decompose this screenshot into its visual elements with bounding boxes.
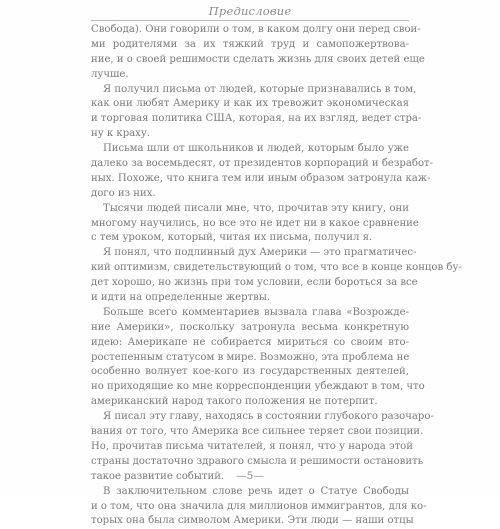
text-line: ние Америки», поскольку затронула весьма конкретную — [91, 321, 409, 333]
text-line: американский народ такого положения не потерпит. — [91, 396, 378, 408]
body-text — [91, 23, 462, 529]
text-line: как они любят Америку и как их тревожит экономическая — [91, 98, 409, 110]
text-line: ну к краху. — [91, 128, 151, 140]
text-line: ми родителями за их тяжкий труд и самопожертвова- — [91, 38, 409, 50]
text-line: дого из них. — [91, 187, 156, 199]
text-line: многому научились, но все это не идет ни в какое сравнение — [91, 217, 419, 229]
text-line: такое развитие событий. — [91, 470, 225, 482]
text-line: лучше. — [91, 68, 129, 80]
header-rule — [91, 20, 409, 21]
text-line: Я понял, что подлинный дух Америки — это прагматичес- — [103, 247, 417, 259]
text-line: далеко за восемьдесят, от президентов корпораций и безработ- — [91, 158, 434, 170]
text-line: особенно волнует кое-кого из государственных деятелей, — [91, 366, 409, 378]
text-line: вания от того, что Америка все сильнее теряет свои позиции. — [91, 426, 424, 438]
text-line: идею: Америкапе не собирается мириться со своим вто- — [91, 336, 409, 348]
text-line: кий оптимизм, свидетельствующий о том, что все в конце концов бу- — [91, 262, 462, 274]
text-line: дет хорошо, но жизнь при том условии, если бороться за все — [91, 277, 418, 289]
text-line: Свобода). Они говорили о том, в каком долгу они перед свои- — [91, 24, 421, 35]
text-line: ние, и о своей решимости сделать жизнь для своих детей еще — [91, 53, 425, 65]
text-line: но приходящие ко мне корреспонденции убеждают в том, что — [91, 381, 425, 393]
text-line: В заключительном слове речь идет о Статуе Свободы — [103, 485, 409, 497]
text-line: Письма шли от школьников и людей, которым было уже — [103, 143, 409, 155]
text-line: торых она была символом Америки. Эти люди — наши отцы — [91, 515, 414, 527]
running-head: Предисловие — [208, 4, 292, 18]
text-line: Больше всего комментариев вызвала глава «Возрожде- — [103, 306, 409, 318]
text-line: Я писал эту главу, находясь в состоянии глубокого разочаро- — [103, 411, 434, 423]
page-number: —5— — [236, 470, 264, 482]
text-line: Тысячи людей писали мне, что, прочитав эту книгу, они — [103, 202, 409, 214]
text-line: Я получил письма от людей, которые признавались в том, — [103, 83, 417, 95]
text-line: и о том, что она значила для миллионов иммигрантов, для ко- — [91, 500, 427, 512]
text-line: ростепенным статусом в мире. Возможно, эта проблема не — [91, 351, 410, 363]
text-line: ных. Похоже, что книга тем или иным образом затронула каж- — [91, 172, 431, 184]
text-line: и торговая политика США, которая, на их взгляд, ведет стра- — [91, 113, 422, 125]
text-line: страны достаточно здравого смысла и решимости остановить — [91, 455, 424, 467]
text-line: с тем уроком, который, читая их письма, получил я. — [91, 232, 373, 244]
text-line: и идти на определенные жертвы. — [91, 292, 271, 304]
text-line: Но, прочитав письма читателей, я понял, что у народа этой — [91, 440, 413, 452]
